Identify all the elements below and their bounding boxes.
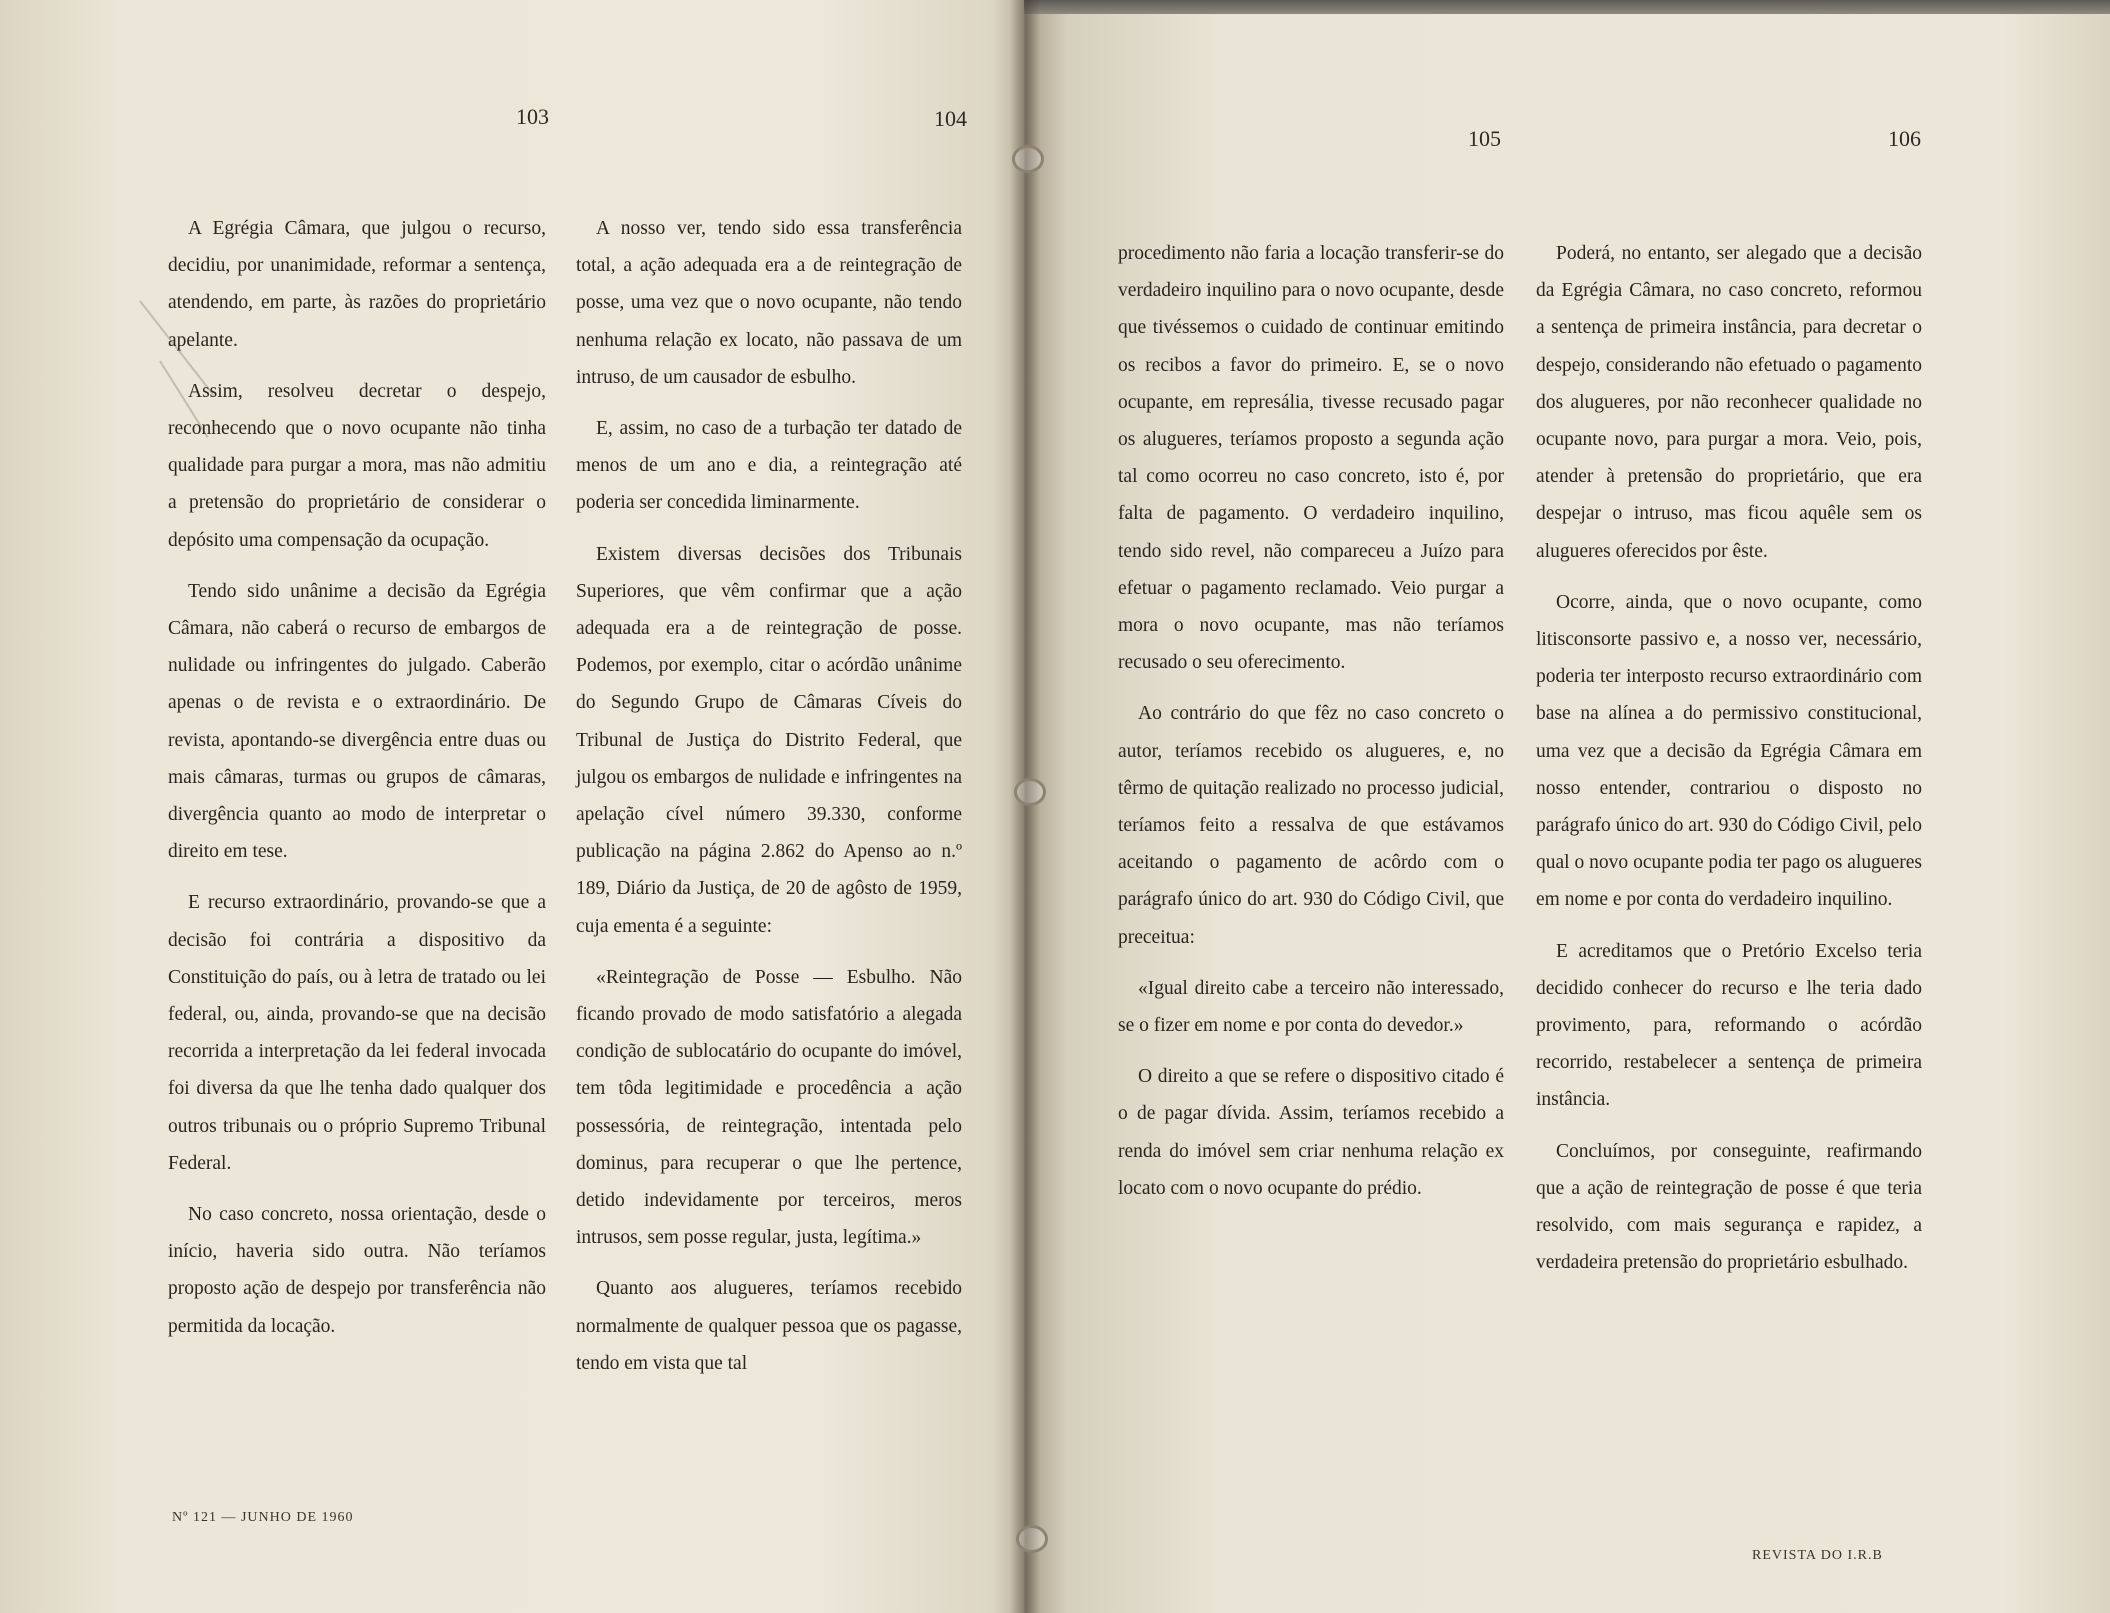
page-number-104: 104: [934, 106, 967, 131]
page-105-column: [1118, 235, 1504, 1221]
book-gutter: [1010, 0, 1040, 1613]
quoted-ementa: «Reintegração de Posse — Esbulho. Não ficando provado de modo satisfatório a alegada condição de sublocatário do ocupante do imóvel, tem tôda legitimidade e procedência a ação possessória, de reintegração, intentada pelo dominus, para recuperar o que lhe pertence, detido indevidamente por terceiros, meros intrusos, sem posse regular, justa, legítima.»: [576, 966, 962, 1249]
paragraph: A Egrégia Câmara, que julgou o recurso, decidiu, por unanimidade, reformar a sentença, atendendo, em parte, às razões do proprietário apelante.: [168, 218, 546, 351]
paragraph: Poderá, no entanto, ser alegado que a decisão da Egrégia Câmara, no caso concreto, reformou a sentença de primeira instância, para decretar o despejo, considerando não efetuado o pagamento dos alugueres, por não reconhecer qualidade no ocupante novo, para purgar a mora. Veio, pois, atender à pretensão do proprietário, que era despejar o intruso, mas ficou aquêle sem os alugueres oferecidos por êste.: [1536, 243, 1922, 562]
paragraph: Concluímos, por conseguinte, reafirmando que a ação de reintegração de posse é que teria resolvido, com mais segurança e rapidez, a verdadeira pretensão do proprietário esbulhado.: [1536, 1140, 1922, 1274]
paragraph: E, assim, no caso de a turbação ter datado de menos de um ano e dia, a reintegração até poderia ser concedida liminarmente.: [576, 418, 962, 514]
paragraph: procedimento não faria a locação transferir-se do verdadeiro inquilino para o novo ocupante, desde que tivéssemos o cuidado de continuar emitindo os recibos a favor do primeiro. E, se o novo ocupante, em represália, tivesse recusado pagar os alugueres, teríamos proposto a segunda ação tal como ocorreu no caso concreto, isto é, por falta de pagamento. O verdadeiro inquilino, tendo sido revel, não compareceu a Juízo para efetuar o pagamento reclamado. Veio purgar a mora o novo ocupante, mas não teríamos recusado o seu oferecimento.: [1118, 243, 1504, 674]
binding-staple-icon: [1012, 145, 1044, 173]
paragraph: E acreditamos que o Pretório Excelso teria decidido conhecer do recurso e lhe teria dado provimento, para, reformando o acórdão recorrido, restabelecer a sentença de primeira instância.: [1536, 940, 1922, 1111]
footer-issue: Nº 121 — JUNHO DE 1960: [172, 1510, 354, 1525]
binding-staple-icon: [1016, 1525, 1048, 1553]
page-number-106: 106: [1888, 126, 1921, 151]
page-number-103: 103: [516, 104, 549, 129]
paragraph: O direito a que se refere o dispositivo citado é o de pagar dívida. Assim, teríamos recebido a renda do imóvel sem criar nenhuma relação ex locato com o novo ocupante do prédio.: [1118, 1066, 1504, 1199]
page-106-column: [1536, 235, 1922, 1295]
paragraph: E recurso extraordinário, provando-se que a decisão foi contrária a dispositivo da Constituição do país, ou à letra de tratado ou lei federal, ou, ainda, provando-se que na decisão recorrida a interpretação da lei federal invocada foi diversa da que lhe tenha dado qualquer dos outros tribunais ou o próprio Supremo Tribunal Federal.: [168, 892, 546, 1174]
page-104-column: [576, 210, 962, 1396]
page-number-105: 105: [1468, 126, 1501, 151]
paragraph: Ao contrário do que fêz no caso concreto o autor, teríamos recebido os alugueres, e, no têrmo de quitação realizado no processo judicial, teríamos feito a ressalva de que estávamos aceitando o pagamento de acôrdo com o parágrafo único do art. 930 do Código Civil, que preceitua:: [1118, 703, 1504, 948]
binding-staple-icon: [1014, 778, 1046, 806]
quoted-article: «Igual direito cabe a terceiro não interessado, se o fizer em nome e por conta do devedor.»: [1118, 977, 1504, 1037]
paragraph: Ocorre, ainda, que o novo ocupante, como litisconsorte passivo e, a nosso ver, necessário, poderia ter interposto recurso extraordinário com base na alínea a do permissivo constitucional, uma vez que a decisão da Egrégia Câmara em nosso entender, contrariou o disposto no parágrafo único do art. 930 do Código Civil, pelo qual o novo ocupante podia ter pago os alugueres em nome e por conta do verdadeiro inquilino.: [1536, 591, 1922, 911]
footer-journal: REVISTA DO I.R.B: [1752, 1548, 1883, 1563]
paragraph: Quanto aos alugueres, teríamos recebido normalmente de qualquer pessoa que os pagasse, tendo em vista que tal: [576, 1278, 962, 1374]
paragraph: Existem diversas decisões dos Tribunais Superiores, que vêm confirmar que a ação adequada era a de reintegração de posse. Podemos, por exemplo, citar o acórdão unânime do Segundo Grupo de Câmaras Cíveis do Tribunal de Justiça do Distrito Federal, que julgou os embargos de nulidade e infringentes na apelação cível número 39.330, conforme publicação na página 2.862 do Apenso ao n.º 189, Diário da Justiça, de 20 de agôsto de 1959, cuja ementa é a seguinte:: [576, 543, 962, 937]
paragraph: A nosso ver, tendo sido essa transferência total, a ação adequada era a de reintegração de posse, uma vez que o novo ocupante, não tendo nenhuma relação ex locato, não passava de um intruso, de um causador de esbulho.: [576, 218, 962, 388]
paragraph: No caso concreto, nossa orientação, desde o início, haveria sido outra. Não teríamos proposto ação de despejo por transferência não permitida da locação.: [168, 1204, 546, 1337]
page-103-column: [168, 210, 546, 1359]
binding-edge: [1024, 0, 2110, 14]
paragraph: Assim, resolveu decretar o despejo, reconhecendo que o novo ocupante não tinha qualidade para purgar a mora, mas não admitiu a pretensão do proprietário de considerar o depósito uma compensação da ocupação.: [168, 380, 546, 551]
paragraph: Tendo sido unânime a decisão da Egrégia Câmara, não caberá o recurso de embargos de nulidade ou infringentes do julgado. Caberão apenas o de revista e o extraordinário. De revista, apontando-se divergência entre duas ou mais câmaras, turmas ou grupos de câmaras, divergência quanto ao modo de interpretar o direito em tese.: [168, 580, 546, 863]
